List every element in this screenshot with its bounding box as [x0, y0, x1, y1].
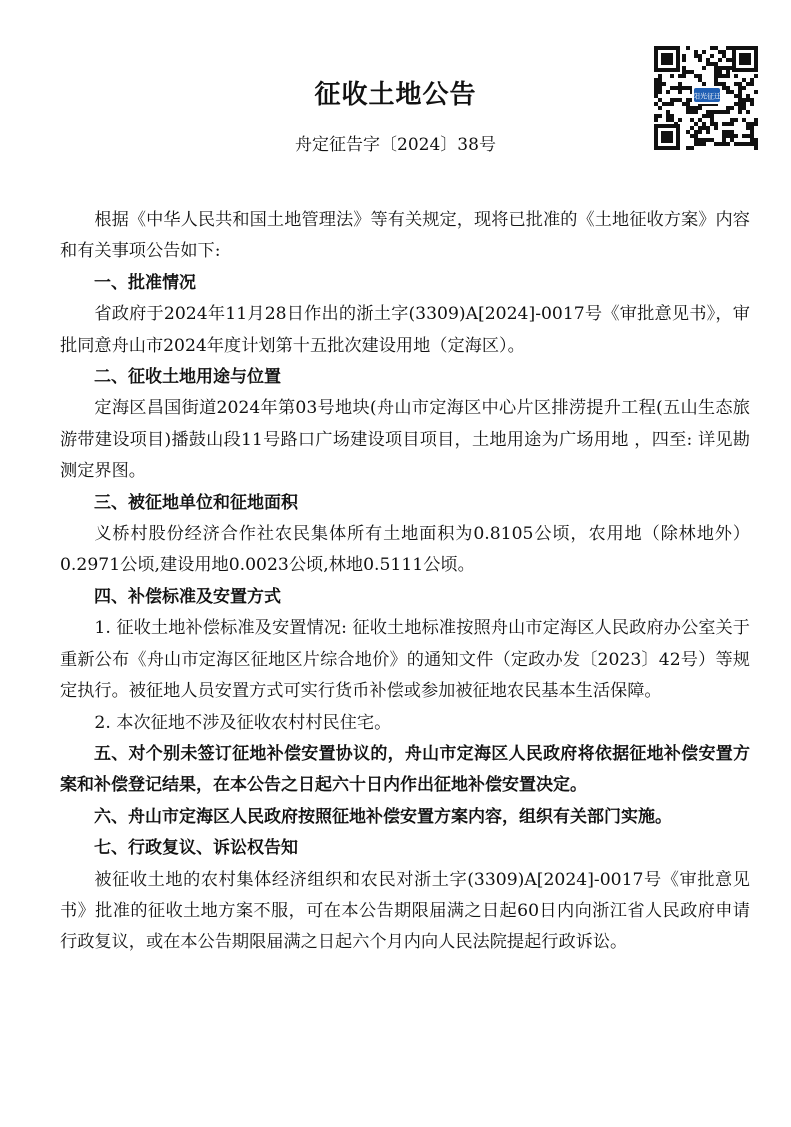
section-heading: 一、批准情况: [94, 272, 196, 293]
body-paragraph: 根据《中华人民共和国土地管理法》等有关规定，现将已批准的《土地征收方案》内容和有关事项公告如下:: [60, 210, 750, 262]
section-heading: 二、征收土地用途与位置: [94, 367, 281, 388]
section-heading: 七、行政复议、诉讼权告知: [94, 838, 298, 859]
page-title: 征收土地公告: [314, 80, 477, 110]
body-paragraph: 被征收土地的农村集体经济组织和农民对浙土字(3309)A[2024]-0017号《审批意见书》批准的征收土地方案不服，可在本公告期限届满之日起60日内向浙江省人民政府申请行政复议，或在本公告期限届满之日起六个月内向人民法院提起行政诉讼。: [60, 869, 750, 953]
body-paragraph: 省政府于2024年11月28日作出的浙土字(3309)A[2024]-0017号《审批意见书》，审批同意舟山市2024年度计划第十五批次建设用地（定海区）。: [60, 304, 750, 356]
section-heading: 四、补偿标准及安置方式: [94, 586, 281, 607]
section-heading: 三、被征地单位和征地面积: [94, 492, 298, 513]
notice-body: [60, 205, 750, 959]
body-paragraph: 2. 本次征地不涉及征收农村村民住宅。: [94, 712, 392, 733]
body-paragraph: 义桥村股份经济合作社农民集体所有土地面积为0.8105公顷，农用地（除林地外）0.2971公顷,建设用地0.0023公顷,林地0.5111公顷。: [60, 524, 750, 576]
qr-badge-label: 阳光征迁: [693, 92, 721, 101]
body-paragraph: 定海区昌国街道2024年第03号地块(舟山市定海区中心片区排涝提升工程(五山生态旅游带建设项目)播鼓山段11号路口广场建设项目项目，土地用途为广场用地 ，四至: 详见勘测定界图。: [60, 398, 750, 482]
document-number: 舟定征告字〔2024〕38号: [295, 135, 496, 155]
section-statement: 六、舟山市定海区人民政府按照征地补偿安置方案内容，组织有关部门实施。: [94, 806, 672, 827]
section-statement: 五、对个别未签订征地补偿安置协议的，舟山市定海区人民政府将依据征地补偿安置方案和补偿登记结果，在本公告之日起六十日内作出征地补偿安置决定。: [60, 743, 750, 796]
body-paragraph: 1. 征收土地补偿标准及安置情况: 征收土地标准按照舟山市定海区人民政府办公室关于重新公布《舟山市定海区征地区片综合地价》的通知文件（定政办发〔2023〕42号）等规定执行。被征地人员安置方式可实行货币补偿或参加被征地农民基本生活保障。: [60, 618, 750, 702]
